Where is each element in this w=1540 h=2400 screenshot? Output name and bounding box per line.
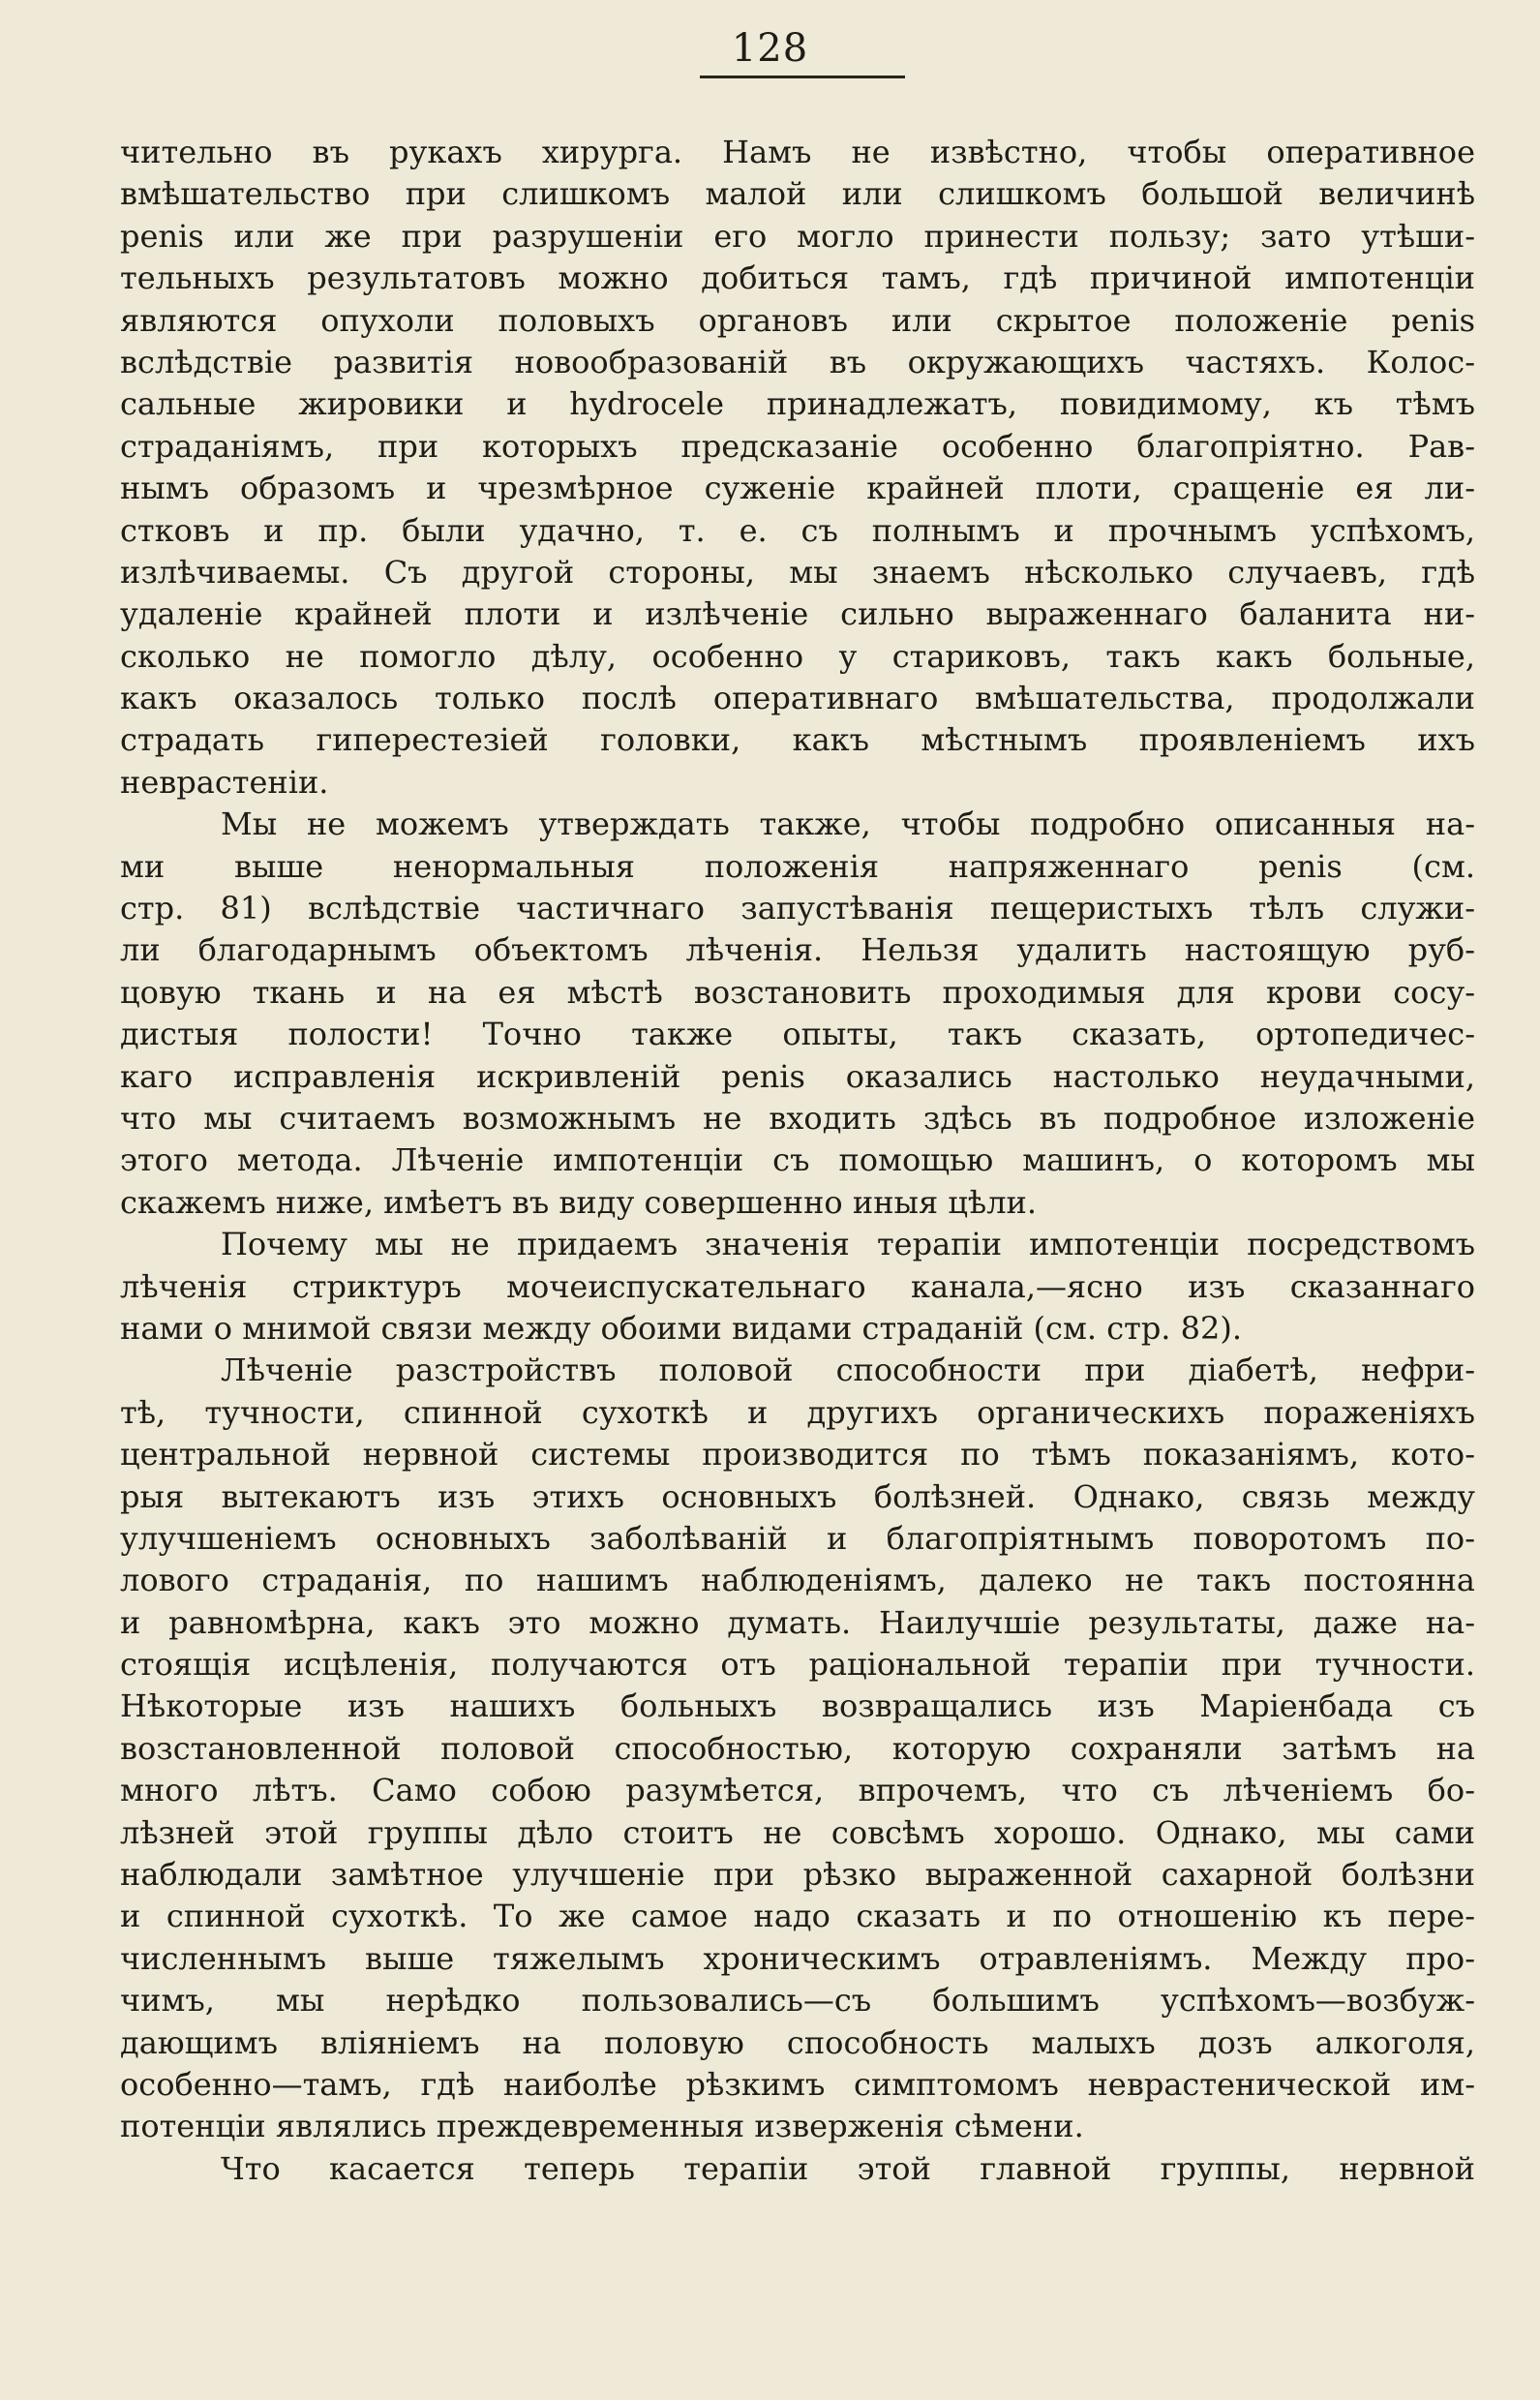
text-line: лового страданія, по нашимъ наблюденіямъ, далеко не такъ постоянна <box>120 1562 1475 1599</box>
text-line: особенно—тамъ, гдѣ наиболѣе рѣзкимъ симптомомъ неврастенической им- <box>120 2065 1475 2103</box>
text-line: каго исправленія искривленій penis оказались настолько неудачными, <box>120 1057 1475 1095</box>
text-line: цовую ткань и на ея мѣстѣ возстановить проходимыя для крови сосу- <box>120 973 1475 1011</box>
text-line: вмѣшательство при слишкомъ малой или слишкомъ большой величинѣ <box>120 175 1475 213</box>
text-line: улучшеніемъ основныхъ заболѣваній и благопріятнымъ поворотомъ по- <box>120 1519 1475 1557</box>
text-line: потенціи являлись преждевременныя изверженія сѣмени. <box>120 2108 1084 2145</box>
text-line: стоящія исцѣленія, получаются отъ раціональной терапіи при тучности. <box>120 1646 1475 1684</box>
page-number: 128 <box>731 26 809 71</box>
text-line: возстановленной половой способностью, которую сохраняли затѣмъ на <box>120 1729 1475 1767</box>
text-line: неврастеніи. <box>120 763 329 801</box>
text-line: сальные жировики и hydrocele принадлежатъ, повидимому, къ тѣмъ <box>120 385 1475 423</box>
text-line: Нѣкоторые изъ нашихъ больныхъ возвращались изъ Маріенбада съ <box>120 1687 1475 1725</box>
text-line: много лѣтъ. Само собою разумѣется, впрочемъ, что съ лѣченіемъ бо- <box>120 1772 1475 1809</box>
text-line: ли благодарнымъ объектомъ лѣченія. Нельзя удалить настоящую руб- <box>120 931 1475 969</box>
text-line: излѣчиваемы. Съ другой стороны, мы знаемъ нѣсколько случаевъ, гдѣ <box>120 553 1475 591</box>
text-line: Лѣченіе разстройствъ половой способности при діабетѣ, нефри- <box>221 1352 1475 1389</box>
text-line: сколько не помогло дѣлу, особенно у стариковъ, такъ какъ больные, <box>120 637 1475 675</box>
text-line: Мы не можемъ утверждать также, чтобы подробно описанныя на- <box>221 805 1475 843</box>
text-line: численнымъ выше тяжелымъ хроническимъ отравленіямъ. Между про- <box>120 1939 1475 1977</box>
text-line: тельныхъ результатовъ можно добиться тамъ, гдѣ причиной импотенціи <box>120 259 1475 297</box>
text-line: удаленіе крайней плоти и излѣченіе сильно выраженнаго баланита ни- <box>120 595 1475 633</box>
text-line: дистыя полости! Точно также опыты, такъ сказать, ортопедичес- <box>120 1016 1475 1053</box>
text-line: что мы считаемъ возможнымъ не входить здѣсь въ подробное изложеніе <box>120 1099 1475 1137</box>
text-line: penis или же при разрушеніи его могло принести пользу; зато утѣши- <box>120 217 1475 255</box>
text-line: чительно въ рукахъ хирурга. Намъ не извѣстно, чтобы оперативное <box>120 134 1475 170</box>
text-line: страдать гиперестезіей головки, какъ мѣстнымъ проявленіемъ ихъ <box>120 721 1475 759</box>
body-text <box>120 132 1475 2190</box>
text-line: вслѣдствіе развитія новообразованій въ окружающихъ частяхъ. Колос- <box>120 343 1475 380</box>
text-line: этого метода. Лѣченіе импотенціи съ помощью машинъ, о которомъ мы <box>120 1141 1475 1179</box>
text-line: нымъ образомъ и чрезмѣрное суженіе крайней плоти, сращеніе ея ли- <box>120 470 1475 507</box>
text-line: чимъ, мы нерѣдко пользовались—съ большимъ успѣхомъ—возбуж- <box>120 1982 1475 2020</box>
text-line: Почему мы не придаемъ значенія терапіи импотенціи посредствомъ <box>221 1226 1475 1263</box>
text-line: и спинной сухоткѣ. То же самое надо сказать и по отношенію къ пере- <box>120 1898 1475 1935</box>
text-line: Что касается теперь терапіи этой главной группы, нервной <box>221 2149 1475 2187</box>
text-line: наблюдали замѣтное улучшеніе при рѣзко выраженной сахарной болѣзни <box>120 1856 1475 1894</box>
text-line: ми выше ненормальныя положенія напряженнаго penis (см. <box>120 847 1475 885</box>
text-line: какъ оказалось только послѣ оперативнаго вмѣшательства, продолжали <box>120 680 1475 717</box>
text-line: скажемъ ниже, имѣетъ въ виду совершенно иныя цѣли. <box>120 1183 1038 1221</box>
header-rule <box>700 76 905 78</box>
text-line: тѣ, тучности, спинной сухоткѣ и другихъ органическихъ пораженіяхъ <box>120 1393 1475 1431</box>
text-line: центральной нервной системы производится по тѣмъ показаніямъ, кото- <box>120 1436 1475 1473</box>
text-line: и равномѣрна, какъ это можно думать. Наилучшіе результаты, даже на- <box>120 1603 1475 1641</box>
text-line: рыя вытекаютъ изъ этихъ основныхъ болѣзней. Однако, связь между <box>120 1477 1475 1515</box>
text-line: нами о мнимой связи между обоими видами страданій (см. стр. 82). <box>120 1309 1243 1347</box>
text-line: стковъ и пр. были удачно, т. е. съ полнымъ и прочнымъ успѣхомъ, <box>120 511 1475 549</box>
text-line: страданіямъ, при которыхъ предсказаніе особенно благопріятно. Рав- <box>120 427 1475 465</box>
text-line: являются опухоли половыхъ органовъ или скрытое положеніе penis <box>120 301 1475 339</box>
text-line: лѣзней этой группы дѣло стоитъ не совсѣмъ хорошо. Однако, мы сами <box>120 1813 1475 1851</box>
text-line: дающимъ вліяніемъ на половую способность малыхъ дозъ алкоголя, <box>120 2023 1475 2061</box>
text-line: стр. 81) вслѣдствіе частичнаго запустѣванія пещеристыхъ тѣлъ служи- <box>120 890 1475 927</box>
text-line: лѣченія стриктуръ мочеиспускательнаго канала,—ясно изъ сказаннаго <box>120 1267 1475 1305</box>
